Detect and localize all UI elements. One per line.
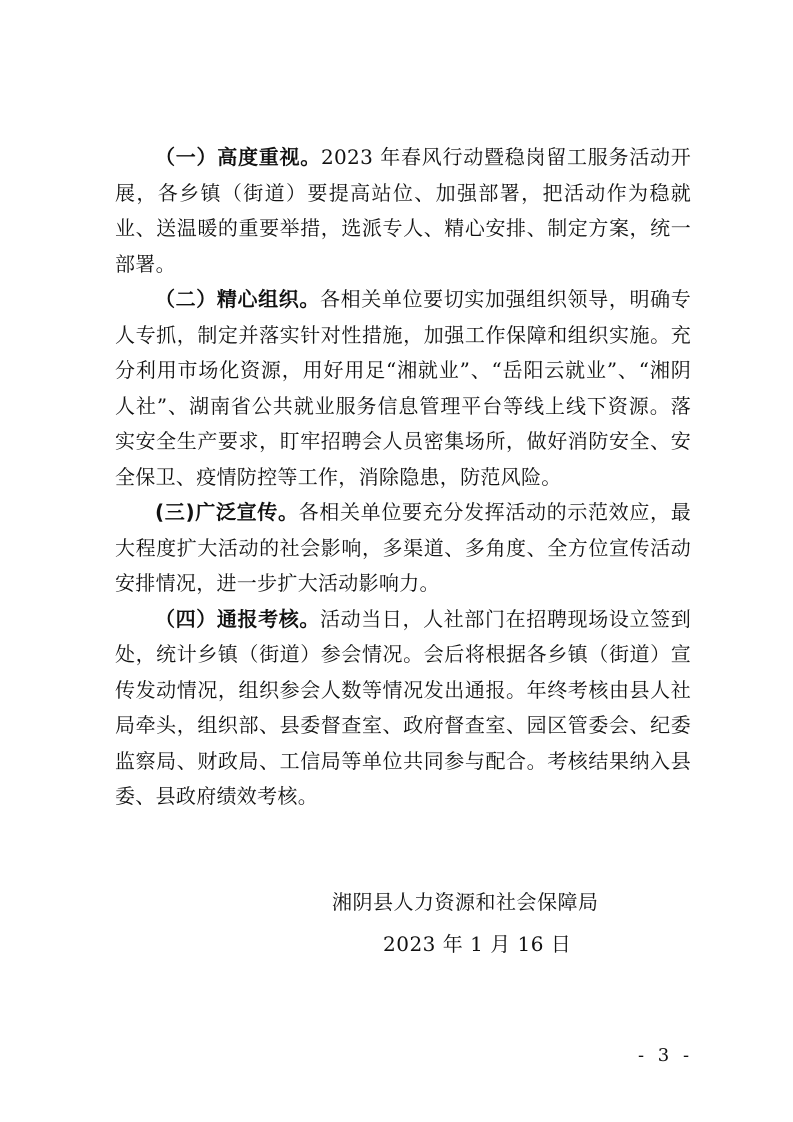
paragraph-text: 各相关单位要切实加强组织领导，明确专人专抓，制定并落实针对性措施，加强工作保障和组织实施。充分利用市场化资源，用好用足“湘就业”、“岳阳云就业”、“湘阴人社”、湖南省公共就业服务信息管理平台等线上线下资源。落实安全生产要求，盯牢招聘会人员密集场所，做好消防安全、安全保卫、疫情防控等工作，消除隐患，防范风险。 [115,287,691,489]
signature-organization: 湘阴县人力资源和社会保障局 [332,890,599,914]
paragraph-publicity [115,495,691,602]
paragraph-heading: （二）精心组织。 [155,287,321,311]
paragraph-text: 各相关单位要充分发挥活动的示范效应，最大程度扩大活动的社会影响，多渠道、多角度、全方位宣传活动安排情况，进一步扩大活动影响力。 [115,500,691,595]
paragraph-reporting-assessment [115,602,691,815]
paragraph-heading: (三)广泛宣传。 [155,500,299,524]
paragraph-high-attention [115,140,691,282]
paragraph-careful-organization [115,282,691,495]
paragraph-text: 2023 年春风行动暨稳岗留工服务活动开展，各乡镇（街道）要提高站位、加强部署，把活动作为稳就业、送温暖的重要举措，选派专人、精心安排、制定方案，统一部署。 [115,145,691,276]
page-number: - 3 - [638,1045,694,1066]
paragraph-text: 活动当日，人社部门在招聘现场设立签到处，统计乡镇（街道）参会情况。会后将根据各乡镇（街道）宣传发动情况，组织参会人数等情况发出通报。年终考核由县人社局牵头，组织部、县委督查室、政府督查室、园区管委会、纪委监察局、财政局、工信局等单位共同参与配合。考核结果纳入县委、县政府绩效考核。 [115,606,691,808]
signature-date: 2023 年 1 月 16 日 [383,932,572,956]
paragraph-heading: （一）高度重视。 [155,145,321,169]
document-body [115,140,691,815]
paragraph-heading: （四）通报考核。 [155,606,321,631]
